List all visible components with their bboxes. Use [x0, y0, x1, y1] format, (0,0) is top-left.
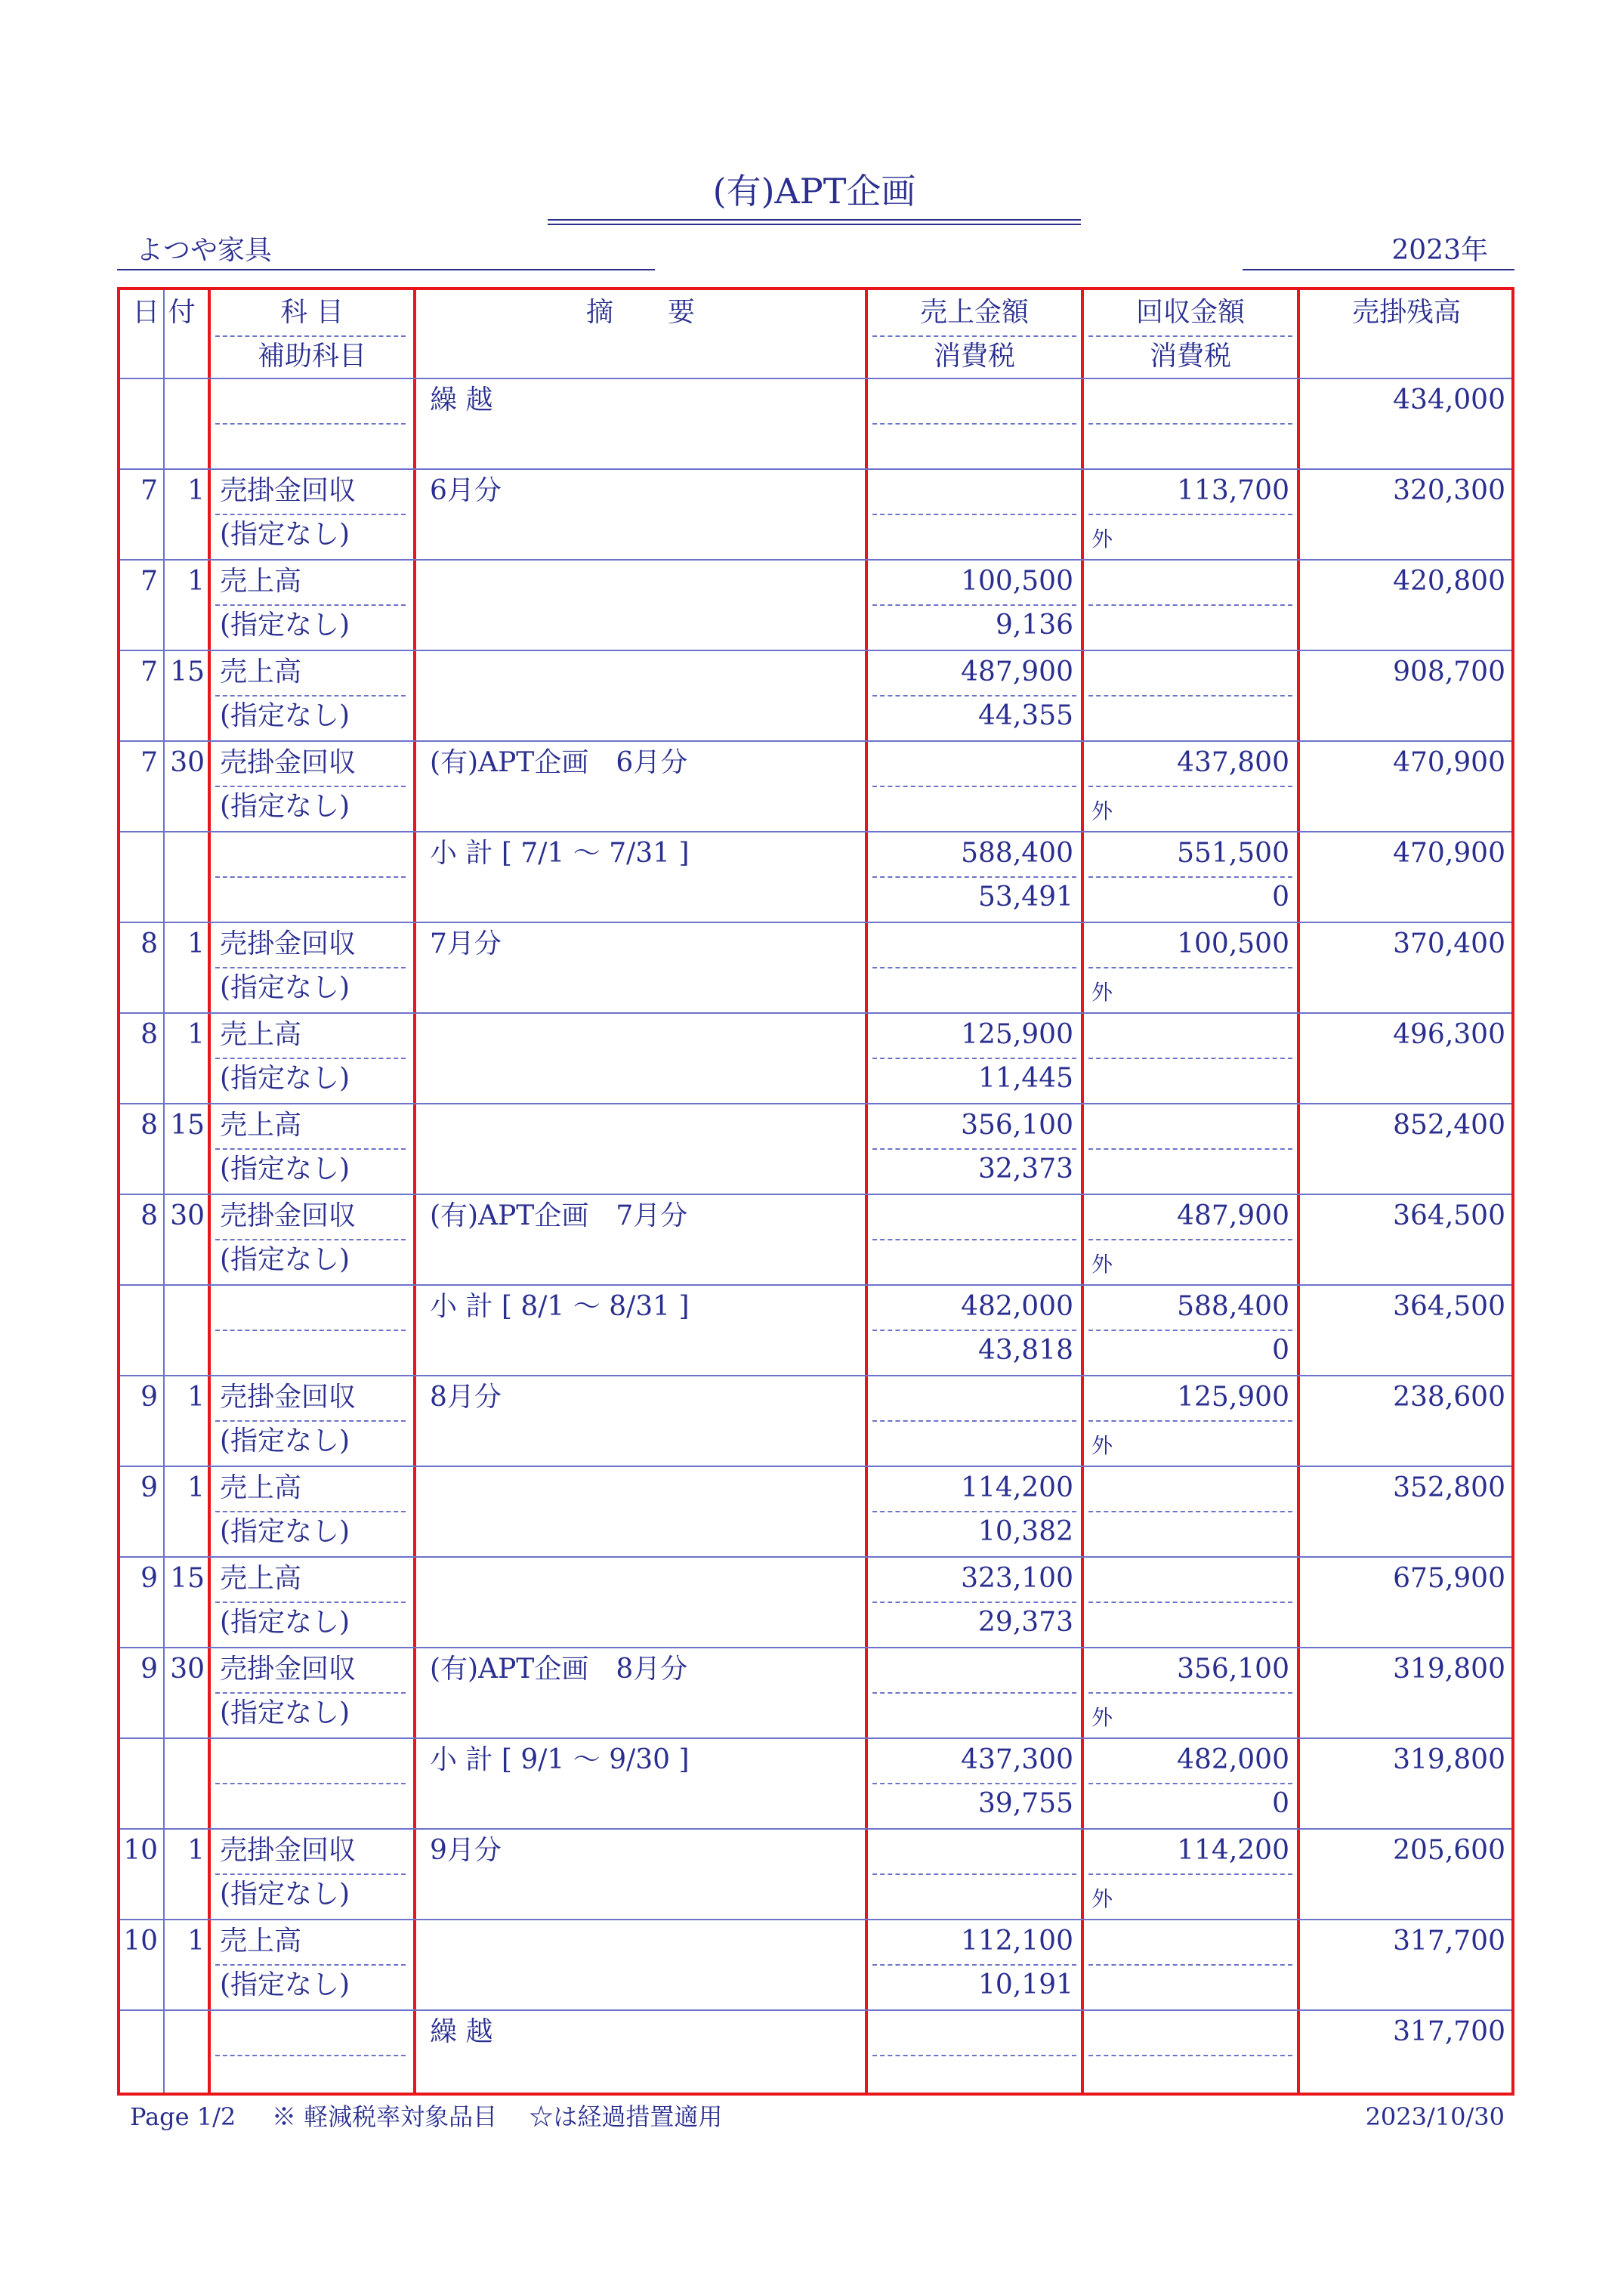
row-dash-sales — [872, 1511, 1076, 1512]
row-summary: 8月分 — [430, 1382, 502, 1413]
row-rule — [120, 1556, 1511, 1558]
row-summary: 6月分 — [430, 475, 502, 506]
row-month: 9 — [140, 1472, 158, 1503]
row-balance: 852,400 — [1393, 1110, 1505, 1141]
row-dash-collection — [1088, 1058, 1292, 1059]
row-dash-collection — [1088, 1330, 1292, 1331]
row-account: 売掛金回収 — [220, 475, 357, 506]
row-sales: 482,000 — [961, 1291, 1073, 1322]
row-dash-collection — [1088, 514, 1292, 515]
row-sub-account: (指定なし) — [220, 519, 350, 550]
row-dash-account — [215, 514, 406, 515]
row-balance: 420,800 — [1393, 566, 1505, 597]
row-collection-tax: 0 — [1272, 882, 1289, 913]
row-sales-tax: 10,191 — [978, 1969, 1073, 2000]
row-rule — [120, 1103, 1511, 1104]
footer-date: 2023/10/30 — [1365, 2102, 1505, 2131]
row-dash-collection — [1088, 1783, 1292, 1784]
row-dash-collection — [1088, 1511, 1292, 1512]
row-rule — [120, 1828, 1511, 1830]
row-rule — [120, 1737, 1511, 1739]
row-dash-collection — [1088, 876, 1292, 878]
customer-name: よつや家具 — [136, 235, 273, 266]
row-rule — [120, 831, 1511, 832]
row-dash-sales — [872, 1148, 1076, 1150]
row-dash-account — [215, 1692, 406, 1694]
row-dash-collection — [1088, 1148, 1292, 1150]
footer-note: ※ 軽減税率対象品目 ☆は経過措置適用 — [272, 2102, 723, 2131]
row-day: 30 — [170, 1200, 205, 1231]
row-sales-tax: 29,373 — [978, 1607, 1073, 1638]
row-sales-tax: 32,373 — [978, 1154, 1073, 1185]
row-collection-tax: 外 — [1091, 980, 1113, 1005]
row-collection-tax: 外 — [1091, 798, 1113, 823]
header-balance: 売掛残高 — [1351, 297, 1461, 328]
row-collection-tax: 0 — [1272, 1788, 1289, 1819]
row-dash-account — [215, 1058, 406, 1059]
row-dash-sales — [872, 1602, 1076, 1603]
row-collection-tax: 外 — [1091, 1886, 1113, 1911]
row-dash-account — [215, 1783, 406, 1784]
row-dash-collection — [1088, 1602, 1292, 1603]
header-rule — [120, 378, 1511, 379]
row-summary: 小 計 [ 9/1 ～ 9/30 ] — [430, 1744, 690, 1775]
row-dash-sales — [872, 1873, 1076, 1875]
row-sales-tax: 44,355 — [978, 700, 1073, 731]
row-balance: 370,400 — [1393, 928, 1505, 959]
row-rule — [120, 922, 1511, 923]
ledger-table — [117, 287, 1514, 2096]
row-rule — [120, 1012, 1511, 1014]
row-balance: 470,900 — [1393, 747, 1505, 778]
row-balance: 238,600 — [1393, 1382, 1505, 1413]
ledger-title: (有)APT企画 — [712, 171, 916, 212]
row-day: 1 — [187, 566, 205, 597]
row-dash-collection — [1088, 423, 1292, 425]
row-collection: 125,900 — [1177, 1382, 1289, 1413]
row-balance: 317,700 — [1393, 1926, 1505, 1957]
row-balance: 319,800 — [1393, 1654, 1505, 1685]
row-summary: (有)APT企画 7月分 — [430, 1200, 688, 1231]
row-dash-account — [215, 967, 406, 968]
row-dash-sales — [872, 967, 1076, 968]
header-dash-sales — [872, 335, 1076, 337]
row-dash-sales — [872, 423, 1076, 425]
row-month: 7 — [140, 475, 158, 506]
header-account: 科 目 — [280, 297, 344, 328]
row-dash-collection — [1088, 1964, 1292, 1966]
year-underline — [1243, 269, 1514, 270]
row-dash-collection — [1088, 695, 1292, 697]
row-day: 15 — [170, 656, 205, 687]
row-rule — [120, 559, 1511, 561]
row-sub-account: (指定なし) — [220, 1969, 350, 2000]
row-sales: 100,500 — [961, 566, 1073, 597]
row-sub-account: (指定なし) — [220, 1516, 350, 1547]
row-dash-collection — [1088, 2055, 1292, 2056]
row-summary: 小 計 [ 7/1 ～ 7/31 ] — [430, 838, 690, 869]
row-sales: 356,100 — [961, 1110, 1073, 1141]
row-day: 1 — [187, 1382, 205, 1413]
row-day: 15 — [170, 1563, 205, 1594]
row-dash-account — [215, 1239, 406, 1240]
row-month: 10 — [123, 1926, 158, 1957]
row-account: 売掛金回収 — [220, 747, 357, 778]
row-collection: 588,400 — [1177, 1291, 1289, 1322]
row-dash-collection — [1088, 786, 1292, 787]
row-sub-account: (指定なし) — [220, 1879, 350, 1910]
header-date: 日 付 — [132, 297, 196, 328]
row-day: 1 — [187, 1019, 205, 1050]
row-account: 売上高 — [220, 1563, 302, 1594]
row-summary: 9月分 — [430, 1835, 502, 1866]
row-sub-account: (指定なし) — [220, 972, 350, 1003]
header-collection: 回収金額 — [1135, 297, 1245, 328]
row-rule — [120, 1919, 1511, 1920]
row-rule — [120, 1466, 1511, 1467]
row-sales-tax: 10,382 — [978, 1516, 1073, 1547]
row-account: 売掛金回収 — [220, 928, 357, 959]
row-account: 売上高 — [220, 1472, 302, 1503]
row-dash-collection — [1088, 1873, 1292, 1875]
row-collection-tax: 外 — [1091, 1705, 1113, 1730]
row-dash-account — [215, 876, 406, 878]
footer-page: Page 1/2 — [130, 2102, 236, 2131]
row-sales: 125,900 — [961, 1019, 1073, 1050]
row-collection: 551,500 — [1177, 838, 1289, 869]
row-dash-account — [215, 786, 406, 787]
row-dash-sales — [872, 1964, 1076, 1966]
row-collection-tax: 0 — [1272, 1335, 1289, 1366]
row-day: 15 — [170, 1110, 205, 1141]
row-account: 売掛金回収 — [220, 1654, 357, 1685]
row-collection-tax: 外 — [1091, 1252, 1113, 1277]
row-dash-sales — [872, 1330, 1076, 1331]
row-dash-sales — [872, 1239, 1076, 1240]
row-month: 8 — [140, 1200, 158, 1231]
row-balance: 496,300 — [1393, 1019, 1505, 1050]
ledger-year: 2023年 — [1391, 235, 1488, 266]
title-underline — [548, 219, 1081, 221]
row-month: 7 — [140, 656, 158, 687]
row-month: 10 — [123, 1835, 158, 1866]
row-balance: 205,600 — [1393, 1835, 1505, 1866]
row-sales-tax: 9,136 — [995, 610, 1073, 641]
row-sales: 437,300 — [961, 1744, 1073, 1775]
row-day: 1 — [187, 475, 205, 506]
row-account: 売上高 — [220, 1926, 302, 1957]
row-dash-sales — [872, 604, 1076, 606]
row-dash-sales — [872, 1692, 1076, 1694]
row-dash-collection — [1088, 604, 1292, 606]
row-month: 9 — [140, 1563, 158, 1594]
row-day: 1 — [187, 928, 205, 959]
row-summary: (有)APT企画 6月分 — [430, 747, 688, 778]
header-dash-collection — [1088, 335, 1292, 337]
row-dash-sales — [872, 786, 1076, 787]
row-account: 売上高 — [220, 1019, 302, 1050]
row-balance: 317,700 — [1393, 2016, 1505, 2047]
row-sales: 487,900 — [961, 656, 1073, 687]
row-dash-account — [215, 1511, 406, 1512]
row-summary: 繰 越 — [430, 385, 493, 415]
row-dash-account — [215, 2055, 406, 2056]
row-dash-account — [215, 604, 406, 606]
row-day: 1 — [187, 1926, 205, 1957]
row-dash-sales — [872, 1058, 1076, 1059]
row-month: 8 — [140, 928, 158, 959]
row-dash-collection — [1088, 967, 1292, 968]
row-sub-account: (指定なし) — [220, 1154, 350, 1185]
row-collection-tax: 外 — [1091, 1433, 1113, 1458]
row-balance: 319,800 — [1393, 1744, 1505, 1775]
row-dash-sales — [872, 2055, 1076, 2056]
row-balance: 320,300 — [1393, 475, 1505, 506]
row-collection: 482,000 — [1177, 1744, 1289, 1775]
row-dash-sales — [872, 1420, 1076, 1422]
row-account: 売上高 — [220, 1110, 302, 1141]
row-balance: 364,500 — [1393, 1200, 1505, 1231]
row-dash-account — [215, 1420, 406, 1422]
row-summary: (有)APT企画 8月分 — [430, 1654, 688, 1685]
row-dash-account — [215, 423, 406, 425]
row-account: 売上高 — [220, 566, 302, 597]
row-sales-tax: 53,491 — [978, 882, 1073, 913]
row-day: 30 — [170, 1654, 205, 1685]
row-dash-sales — [872, 695, 1076, 697]
header-sales-tax: 消費税 — [933, 341, 1015, 372]
row-collection: 356,100 — [1177, 1654, 1289, 1685]
row-rule — [120, 650, 1511, 651]
row-rule — [120, 1647, 1511, 1648]
row-collection: 113,700 — [1177, 475, 1289, 506]
row-rule — [120, 2009, 1511, 2011]
row-sub-account: (指定なし) — [220, 1425, 350, 1456]
row-sub-account: (指定なし) — [220, 1697, 350, 1728]
row-dash-collection — [1088, 1239, 1292, 1240]
header-sales: 売上金額 — [919, 297, 1029, 328]
row-sales: 114,200 — [961, 1472, 1073, 1503]
row-month: 9 — [140, 1654, 158, 1685]
row-dash-collection — [1088, 1692, 1292, 1694]
row-balance: 364,500 — [1393, 1291, 1505, 1322]
row-account: 売掛金回収 — [220, 1200, 357, 1231]
row-sub-account: (指定なし) — [220, 1063, 350, 1094]
row-sub-account: (指定なし) — [220, 1244, 350, 1275]
row-account: 売掛金回収 — [220, 1835, 357, 1866]
row-month: 8 — [140, 1019, 158, 1050]
row-dash-sales — [872, 514, 1076, 515]
row-sub-account: (指定なし) — [220, 791, 350, 822]
row-dash-sales — [872, 1783, 1076, 1784]
row-account: 売上高 — [220, 656, 302, 687]
row-sales: 323,100 — [961, 1563, 1073, 1594]
row-month: 7 — [140, 747, 158, 778]
row-collection: 114,200 — [1177, 1835, 1289, 1866]
row-summary: 繰 越 — [430, 2016, 493, 2047]
row-balance: 675,900 — [1393, 1563, 1505, 1594]
row-sub-account: (指定なし) — [220, 1607, 350, 1638]
row-month: 8 — [140, 1110, 158, 1141]
row-balance: 434,000 — [1393, 385, 1505, 415]
row-sub-account: (指定なし) — [220, 610, 350, 641]
row-balance: 470,900 — [1393, 838, 1505, 869]
row-sales: 588,400 — [961, 838, 1073, 869]
row-balance: 352,800 — [1393, 1472, 1505, 1503]
row-dash-account — [215, 1964, 406, 1966]
row-balance: 908,700 — [1393, 656, 1505, 687]
row-sub-account: (指定なし) — [220, 700, 350, 731]
row-summary: 7月分 — [430, 928, 502, 959]
row-summary: 小 計 [ 8/1 ～ 8/31 ] — [430, 1291, 690, 1322]
row-dash-sales — [872, 876, 1076, 878]
row-sales-tax: 43,818 — [978, 1335, 1073, 1366]
header-collection-tax: 消費税 — [1149, 341, 1231, 372]
row-collection: 100,500 — [1177, 928, 1289, 959]
row-dash-collection — [1088, 1420, 1292, 1422]
row-day: 1 — [187, 1472, 205, 1503]
header-sub-account: 補助科目 — [257, 341, 366, 372]
row-month: 7 — [140, 566, 158, 597]
row-account: 売掛金回収 — [220, 1382, 357, 1413]
title-underline-2 — [548, 224, 1081, 225]
customer-underline — [117, 269, 655, 270]
row-collection-tax: 外 — [1091, 527, 1113, 551]
row-rule — [120, 740, 1511, 742]
row-sales-tax: 39,755 — [978, 1788, 1073, 1819]
row-rule — [120, 1375, 1511, 1376]
row-dash-account — [215, 1602, 406, 1603]
row-dash-account — [215, 1873, 406, 1875]
row-rule — [120, 468, 1511, 470]
row-collection: 437,800 — [1177, 747, 1289, 778]
row-rule — [120, 1284, 1511, 1286]
row-rule — [120, 1194, 1511, 1195]
row-day: 1 — [187, 1835, 205, 1866]
row-month: 9 — [140, 1382, 158, 1413]
row-day: 30 — [170, 747, 205, 778]
header-summary: 摘 要 — [585, 297, 695, 328]
row-dash-account — [215, 1330, 406, 1331]
row-dash-account — [215, 695, 406, 697]
header-dash-account — [215, 335, 406, 337]
row-dash-account — [215, 1148, 406, 1150]
row-sales: 112,100 — [961, 1926, 1073, 1957]
row-collection: 487,900 — [1177, 1200, 1289, 1231]
row-sales-tax: 11,445 — [978, 1063, 1073, 1094]
